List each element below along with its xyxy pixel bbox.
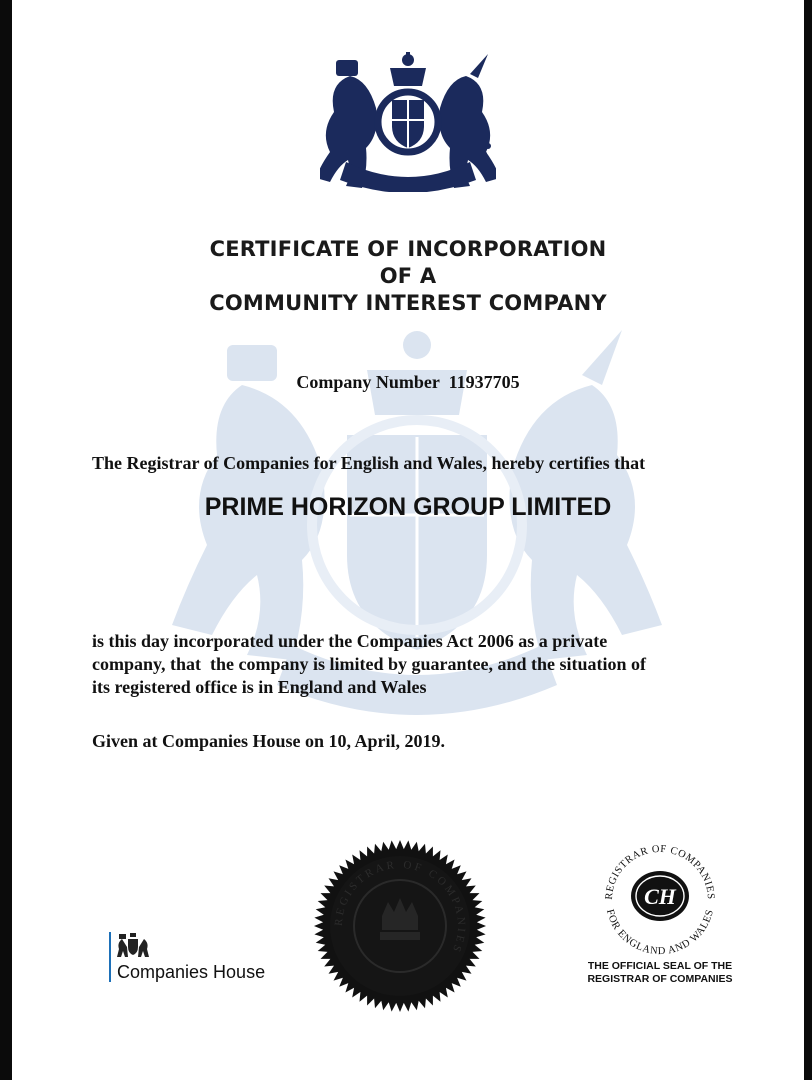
certificate-page <box>12 0 804 1080</box>
statement-line-1: is this day incorporated under the Companies Act 2006 as a private <box>92 631 608 651</box>
registrar-seal-bottom-text: FOR ENGLAND AND WALES <box>603 908 717 958</box>
companies-house-text: Companies House <box>117 962 266 982</box>
statement-line-2: company, that the company is limited by guarantee, and the situation of <box>92 654 647 674</box>
small-crest-icon <box>117 932 149 958</box>
incorporation-statement <box>92 630 742 699</box>
registrar-certifies-text: The Registrar of Companies for English and Wales, hereby certifies that <box>92 453 646 473</box>
title-line-2: OF A <box>379 264 437 288</box>
title-line-3: COMMUNITY INTEREST COMPANY <box>209 291 607 315</box>
company-number-label: Company Number <box>296 372 440 392</box>
registrar-seal-monogram: CH <box>644 884 676 909</box>
registrar-seal-icon <box>590 838 730 958</box>
certificate-title <box>12 236 804 317</box>
given-date-text: Given at Companies House on 10, April, 2019. <box>92 731 446 751</box>
company-name: PRIME HORIZON GROUP LIMITED <box>204 493 612 521</box>
companies-house-logo <box>109 930 299 985</box>
company-number-value: 11937705 <box>448 372 520 392</box>
logo-divider <box>109 932 111 982</box>
seal-caption-line-2: REGISTRAR OF COMPANIES <box>587 973 733 985</box>
black-seal-text: REGISTRAR OF COMPANIES <box>332 858 468 957</box>
company-number-row <box>12 372 804 393</box>
official-seal-caption <box>560 960 760 986</box>
seal-caption-line-1: THE OFFICIAL SEAL OF THE <box>587 960 733 972</box>
title-line-1: CERTIFICATE OF INCORPORATION <box>209 237 607 261</box>
royal-coat-of-arms-icon <box>320 50 496 192</box>
statement-line-3: its registered office is in England and Wales <box>92 677 427 697</box>
registrar-seal-top-text: REGISTRAR OF COMPANIES <box>603 843 717 901</box>
black-embossed-seal-icon <box>312 838 488 1014</box>
